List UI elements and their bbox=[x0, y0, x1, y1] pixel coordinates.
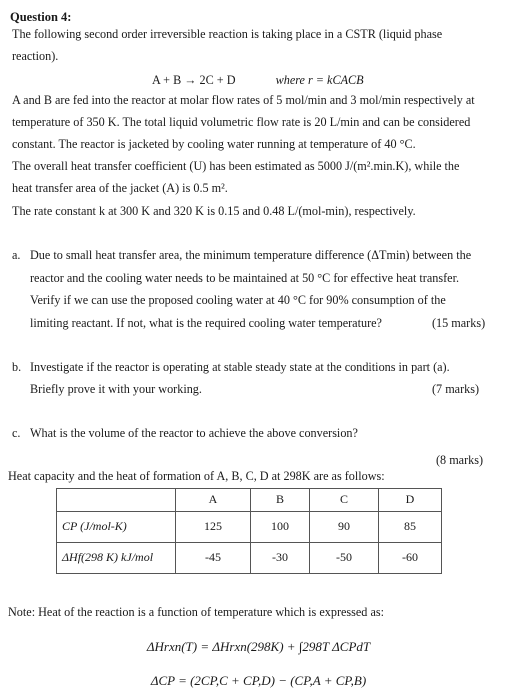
intro-line-1: The following second order irreversible reaction is taking place in a CSTR (liquid phase bbox=[12, 27, 443, 41]
part-a-line-3: Verify if we can use the proposed cooling water at 40 °C for 90% consumption of the bbox=[30, 293, 446, 307]
heat-capacity-table bbox=[56, 488, 442, 574]
intro-line-2: reaction). bbox=[12, 49, 59, 63]
header-cell: A bbox=[176, 489, 251, 512]
row-label: CP (J/mol-K) bbox=[57, 512, 176, 543]
table-cell: 85 bbox=[379, 512, 442, 543]
question-title: Question 4: bbox=[10, 10, 72, 24]
rate-law: where r = kCACB bbox=[275, 73, 364, 87]
part-b-line-2: Briefly prove it with your working. bbox=[30, 382, 202, 396]
header-cell: B bbox=[251, 489, 310, 512]
header-cell bbox=[57, 489, 176, 512]
header-cell: D bbox=[379, 489, 442, 512]
para-line-4: The overall heat transfer coefficient (U) has been estimated as 5000 J/(m².min.K), while the bbox=[12, 159, 460, 173]
table-cell: 125 bbox=[176, 512, 251, 543]
part-c-marks: (8 marks) bbox=[436, 453, 484, 467]
part-b-line-1: Investigate if the reactor is operating at stable steady state at the conditions in part (a). bbox=[30, 360, 450, 374]
table-cell: -60 bbox=[379, 543, 442, 574]
part-c-line-1: What is the volume of the reactor to achieve the above conversion? bbox=[30, 426, 358, 440]
note-text: Note: Heat of the reaction is a function of temperature which is expressed as: bbox=[8, 605, 384, 619]
para-line-6: The rate constant k at 300 K and 320 K is 0.15 and 0.48 L/(mol-min), respectively. bbox=[12, 204, 416, 218]
para-line-1: A and B are fed into the reactor at molar flow rates of 5 mol/min and 3 mol/min respectively at bbox=[12, 93, 475, 107]
reaction-equation bbox=[152, 72, 364, 90]
part-a-line-2: reactor and the cooling water needs to be maintained at 50 °C for effective heat transfer. bbox=[30, 271, 460, 285]
part-c-label: c. bbox=[12, 426, 21, 440]
part-a-label: a. bbox=[12, 248, 21, 262]
table-cell: -50 bbox=[310, 543, 379, 574]
table-header-row bbox=[57, 489, 442, 512]
part-a-line-1: Due to small heat transfer area, the minimum temperature difference (ΔTmin) between the bbox=[30, 248, 472, 262]
reaction: A + B → 2C + D bbox=[152, 73, 236, 87]
table-row bbox=[57, 512, 442, 543]
header-cell: C bbox=[310, 489, 379, 512]
table-caption: Heat capacity and the heat of formation of A, B, C, D at 298K are as follows: bbox=[8, 469, 385, 483]
table-cell: -30 bbox=[251, 543, 310, 574]
row-label: ΔHf(298 K) kJ/mol bbox=[57, 543, 176, 574]
para-line-2: temperature of 350 K. The total liquid volumetric flow rate is 20 L/min and can be considered bbox=[12, 115, 471, 129]
part-b-label: b. bbox=[12, 360, 22, 374]
para-line-3: constant. The reactor is jacketed by cooling water running at temperature of 40 °C. bbox=[12, 137, 416, 151]
table-cell: -45 bbox=[176, 543, 251, 574]
formula-2: ΔCP = (2CP,C + CP,D) − (CP,A + CP,B) bbox=[150, 673, 367, 688]
formula-1: ΔHrxn(T) = ΔHrxn(298K) + ∫298T ΔCPdT bbox=[146, 639, 371, 654]
para-line-5: heat transfer area of the jacket (A) is 0.5 m². bbox=[12, 181, 228, 195]
part-a-line-4: limiting reactant. If not, what is the required cooling water temperature? bbox=[30, 316, 382, 330]
table-cell: 100 bbox=[251, 512, 310, 543]
part-a-marks: (15 marks) bbox=[432, 316, 486, 330]
table-row bbox=[57, 543, 442, 574]
part-b-marks: (7 marks) bbox=[432, 382, 480, 396]
table-cell: 90 bbox=[310, 512, 379, 543]
